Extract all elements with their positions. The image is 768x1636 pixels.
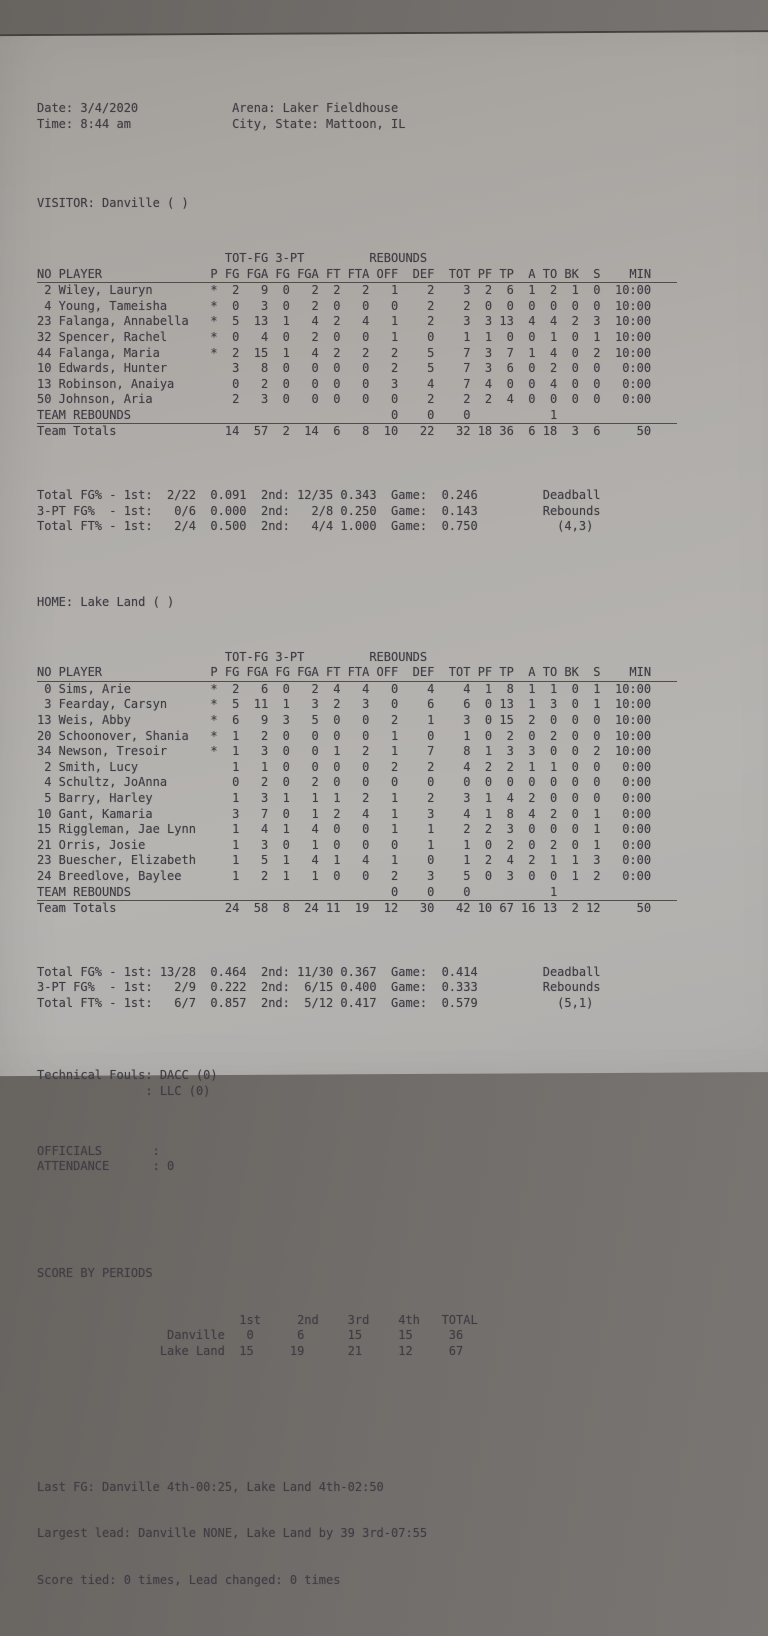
player-row: 50 Johnson, Aria 2 3 0 0 0 0 0 2 2 2 4 0 0 0 0 0:00 (37, 392, 652, 407)
player-row: 13 Weis, Abby * 6 9 3 5 0 0 2 1 3 0 15 2 0 0 0 10:00 (37, 712, 652, 727)
shooting-pct-row: Total FG% - 1st: 2/22 0.091 2nd: 12/35 0.343 Game: 0.246 Deadball (37, 488, 601, 503)
player-row: 2 Smith, Lucy 1 1 0 0 0 0 2 2 4 2 2 1 1 0 0 0:00 (37, 759, 652, 774)
visitor-shooting-percentages (37, 488, 677, 535)
shooting-pct-row: Total FT% - 1st: 2/4 0.500 2nd: 4/4 1.000 Game: 0.750 (4,3) (37, 519, 594, 534)
technical-fouls-line: : LLC (0) (37, 1084, 211, 1099)
shooting-pct-row: 3-PT FG% - 1st: 2/9 0.222 2nd: 6/15 0.400 Game: 0.333 Rebounds (37, 980, 601, 995)
officials-attendance-block (37, 1144, 677, 1175)
period-score-row: Lake Land 15 19 21 12 67 (37, 1343, 464, 1358)
player-row: 3 Fearday, Carsyn * 5 11 1 3 2 3 0 6 6 0 13 1 3 0 1 10:00 (37, 697, 652, 712)
player-row: 4 Young, Tameisha * 0 3 0 2 0 0 0 2 2 0 0 0 0 0 0 10:00 (37, 298, 652, 313)
officials-line: OFFICIALS : (37, 1143, 160, 1158)
score-tied-line: Score tied: 0 times, Lead changed: 0 times (37, 1573, 341, 1588)
team-rebounds-row: TEAM REBOUNDS 0 0 0 1 (37, 408, 677, 425)
visitor-team-title: VISITOR: Danville ( ) (37, 196, 189, 211)
stat-group-header: TOT-FG 3-PT REBOUNDS (37, 649, 428, 664)
team-rebounds-row: TEAM REBOUNDS 0 0 0 1 (37, 885, 677, 902)
attendance-line: ATTENDANCE : 0 (37, 1159, 175, 1174)
player-row: 13 Robinson, Anaiya 0 2 0 0 0 0 3 4 7 4 0 0 4 0 0 0:00 (37, 376, 652, 391)
player-row: 32 Spencer, Rachel * 0 4 0 2 0 0 1 0 1 1 0 0 1 0 1 10:00 (37, 329, 652, 344)
date-arena-line: Date: 3/4/2020 Arena: Laker Fieldhouse (37, 101, 399, 116)
game-summary-footer (37, 1449, 677, 1621)
player-row: 34 Newson, Tresoir * 1 3 0 0 1 2 1 7 8 1 3 3 0 0 2 10:00 (37, 744, 652, 759)
stat-column-header: NO PLAYER P FG FGA FG FGA FT FTA OFF DEF TOT PF TP A TO BK S MIN (37, 267, 677, 284)
player-row: 10 Edwards, Hunter 3 8 0 0 0 0 2 5 7 3 6 0 2 0 0 0:00 (37, 361, 652, 376)
shooting-pct-row: 3-PT FG% - 1st: 0/6 0.000 2nd: 2/8 0.250 Game: 0.143 Rebounds (37, 503, 601, 518)
player-row: 4 Schultz, JoAnna 0 2 0 2 0 0 0 0 0 0 0 0 0 0 0 0:00 (37, 775, 652, 790)
shooting-pct-row: Total FG% - 1st: 13/28 0.464 2nd: 11/30 0.367 Game: 0.414 Deadball (37, 964, 601, 979)
stat-column-header: NO PLAYER P FG FGA FG FGA FT FTA OFF DEF TOT PF TP A TO BK S MIN (37, 665, 677, 682)
team-totals-row: Team Totals 24 58 8 24 11 19 12 30 42 10 67 16 13 2 12 50 (37, 901, 652, 916)
technical-fouls-line: Technical Fouls: DACC (0) (37, 1068, 218, 1083)
player-row: 15 Riggleman, Jae Lynn 1 4 1 4 0 0 1 1 2 2 3 0 0 0 1 0:00 (37, 822, 652, 837)
game-info-header (37, 101, 677, 132)
player-row: 10 Gant, Kamaria 3 7 0 1 2 4 1 3 4 1 8 4 2 0 1 0:00 (37, 806, 652, 821)
score-by-periods-table (37, 1313, 677, 1360)
player-row: 23 Falanga, Annabella * 5 13 1 4 2 4 1 2 3 3 13 4 4 2 3 10:00 (37, 314, 652, 329)
box-score-document (37, 70, 677, 1636)
stat-group-header: TOT-FG 3-PT REBOUNDS (37, 250, 428, 265)
player-row: 20 Schoonover, Shania * 1 2 0 0 0 0 1 0 1 0 2 0 2 0 0 10:00 (37, 728, 652, 743)
home-team-title: HOME: Lake Land ( ) (37, 594, 175, 609)
time-city-line: Time: 8:44 am City, State: Mattoon, IL (37, 116, 406, 131)
period-score-row: Danville 0 6 15 15 36 (37, 1328, 464, 1343)
score-by-periods-block (37, 1235, 677, 1391)
shooting-pct-row: Total FT% - 1st: 6/7 0.857 2nd: 5/12 0.417 Game: 0.579 (5,1) (37, 996, 594, 1011)
score-by-periods-title: SCORE BY PERIODS (37, 1265, 153, 1280)
player-row: 24 Breedlove, Baylee 1 2 1 1 0 0 2 3 5 0 3 0 0 1 2 0:00 (37, 868, 652, 883)
largest-lead-line: Largest lead: Danville NONE, Lake Land by 39 3rd-07:55 (37, 1526, 428, 1541)
home-shooting-percentages (37, 965, 677, 1012)
player-row: 21 Orris, Josie 1 3 0 1 0 0 0 1 1 0 2 0 2 0 1 0:00 (37, 837, 652, 852)
player-row: 23 Buescher, Elizabeth 1 5 1 4 1 4 1 0 1 2 4 2 1 1 3 0:00 (37, 853, 652, 868)
home-box-score-table (37, 650, 677, 917)
player-row: 44 Falanga, Maria * 2 15 1 4 2 2 2 5 7 3 7 1 4 0 2 10:00 (37, 345, 652, 360)
visitor-box-score-table (37, 251, 677, 440)
technical-fouls-block (37, 1068, 677, 1099)
player-row: 2 Wiley, Lauryn * 2 9 0 2 2 2 1 2 3 2 6 1 2 1 0 10:00 (37, 283, 652, 298)
last-fg-line: Last FG: Danville 4th-00:25, Lake Land 4th-02:50 (37, 1479, 384, 1494)
team-totals-row: Team Totals 14 57 2 14 6 8 10 22 32 18 36 6 18 3 6 50 (37, 424, 652, 439)
player-row: 5 Barry, Harley 1 3 1 1 1 2 1 2 3 1 4 2 0 0 0 0:00 (37, 790, 652, 805)
player-row: 0 Sims, Arie * 2 6 0 2 4 4 0 4 4 1 8 1 1 0 1 10:00 (37, 681, 652, 696)
period-header-row: 1st 2nd 3rd 4th TOTAL (37, 1312, 478, 1327)
